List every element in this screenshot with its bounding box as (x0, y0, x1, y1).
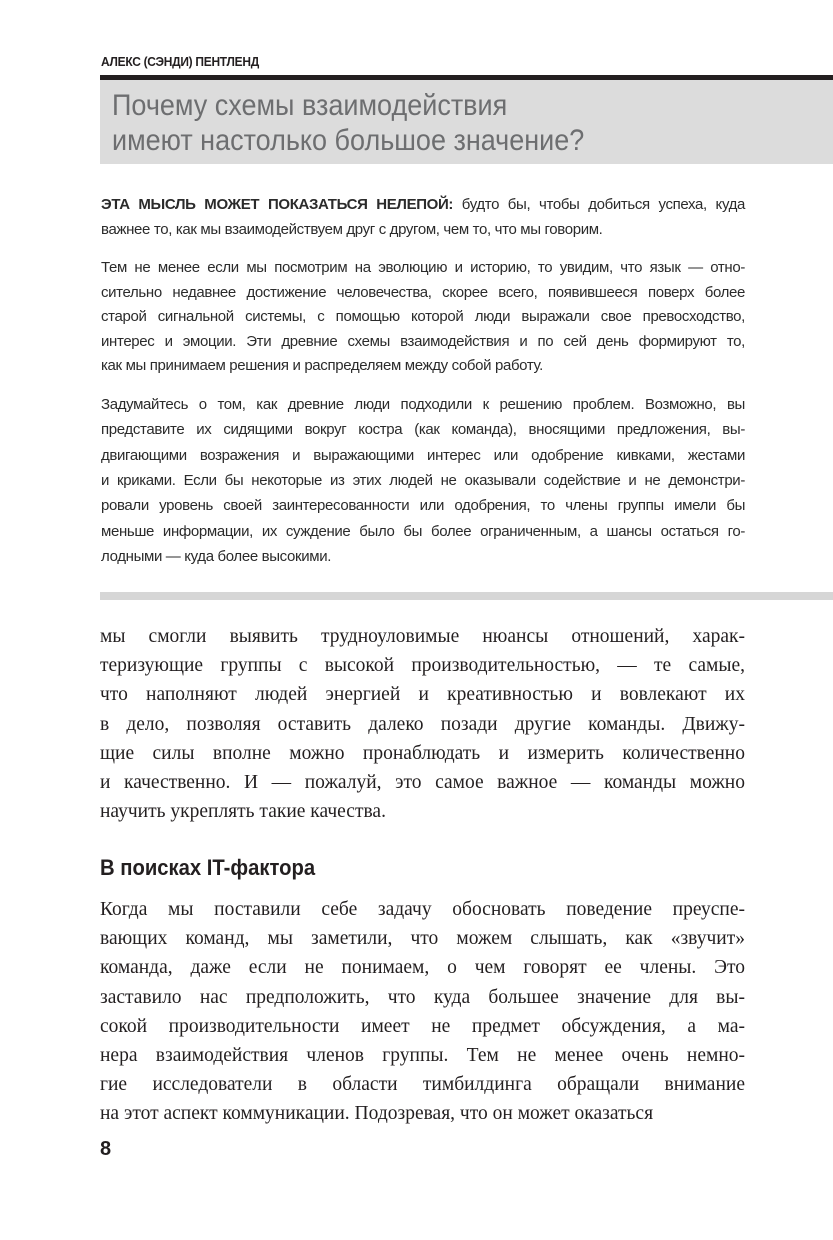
text-line: на этот аспект коммуникации. Подозревая, что он может оказаться (100, 1103, 654, 1125)
text-line: Когда мы поставили себе задачу обосновать поведение преуспе- (100, 899, 745, 920)
text-line: теризующие группы с высокой производительностью, — те самые, (100, 655, 745, 677)
text-line: мы смогли выявить трудноуловимые нюансы отношений, харак- (100, 626, 745, 647)
text-line: научить укреплять такие качества. (100, 801, 386, 823)
text-line: ровали уровень своей заинтересованности или одобрения, то члены группы имели бы (101, 497, 745, 515)
text-line: щие силы вполне можно пронаблюдать и измерить количественно (100, 742, 745, 764)
sidebar-title (112, 88, 584, 158)
running-head: АЛЕКС (СЭНДИ) ПЕНТЛЕНД (101, 54, 259, 69)
text-line: и криками. Если бы некоторые из этих людей не оказывали содействие и не демонстри- (101, 471, 745, 489)
text-line: что наполняют людей энергией и креативностью и вовлекают их (100, 684, 745, 706)
sidebar-title-line: имеют настолько большое значение? (112, 124, 585, 157)
sidebar-lead-line: важнее то, как мы взаимодействуем друг с другом, чем то, что мы говорим. (101, 221, 603, 238)
text-line: лодными — куда более высокими. (101, 547, 332, 565)
text-line: заставило нас предположить, что куда большее значение для вы- (100, 986, 745, 1008)
text-line: меньше информации, их суждение было бы более ограниченным, а шансы остаться го- (101, 522, 745, 540)
text-line: сительно недавнее достижение человечества, скорее всего, появившееся поверх более (101, 283, 745, 301)
text-line: старой сигнальной системы, с помощью которой люди выражали свое превосходство, (101, 308, 745, 326)
sidebar-title-box (100, 80, 833, 164)
text-line: двигающими возражения и выражающими интерес или одобрение кивками, жестами (101, 446, 745, 464)
sidebar-bottom-rule (100, 592, 833, 600)
text-line: гие исследователи в области тимбилдинга обращали внимание (100, 1074, 745, 1096)
text-line: Тем не менее если мы посмотрим на эволюцию и историю, то увидим, что язык — отно- (101, 259, 745, 276)
page-number: 8 (100, 1138, 112, 1160)
text-line: как мы принимаем решения и распределяем между собой работу. (101, 357, 543, 375)
text-line: интерес и эмоции. Эти древние схемы взаимодействия и по сей день формируют то, (101, 332, 745, 350)
section-heading: В поисках IT-фактора (100, 855, 316, 880)
text-line: Задумайтесь о том, как древние люди подходили к решению проблем. Возможно, вы (101, 396, 745, 413)
text-line: вающих команд, мы заметили, что можем слышать, как «звучит» (100, 928, 745, 950)
text-line: в дело, позволяя оставить далеко позади другие команды. Движу- (100, 713, 745, 735)
text-line: команда, даже если не понимаем, о чем говорят ее члены. Это (100, 957, 745, 979)
text-line: нера взаимодействия членов группы. Тем не менее очень немно- (100, 1045, 745, 1066)
sidebar-lead-line (101, 196, 745, 213)
text-line: и качественно. И — пожалуй, это самое важное — команды можно (100, 772, 745, 793)
sidebar-title-line: Почему схемы взаимодействия (112, 89, 508, 122)
text-line: представите их сидящими вокруг костра (как команда), вносящими предложения, вы- (101, 421, 745, 439)
sidebar-lead-bold: ЭТА МЫСЛЬ МОЖЕТ ПОКАЗАТЬСЯ НЕЛЕПОЙ: (101, 196, 454, 213)
text-line: сокой производительности имеет не предмет обсуждения, а ма- (100, 1015, 745, 1037)
sidebar-lead-rest: будто бы, чтобы добиться успеха, куда (453, 196, 745, 213)
